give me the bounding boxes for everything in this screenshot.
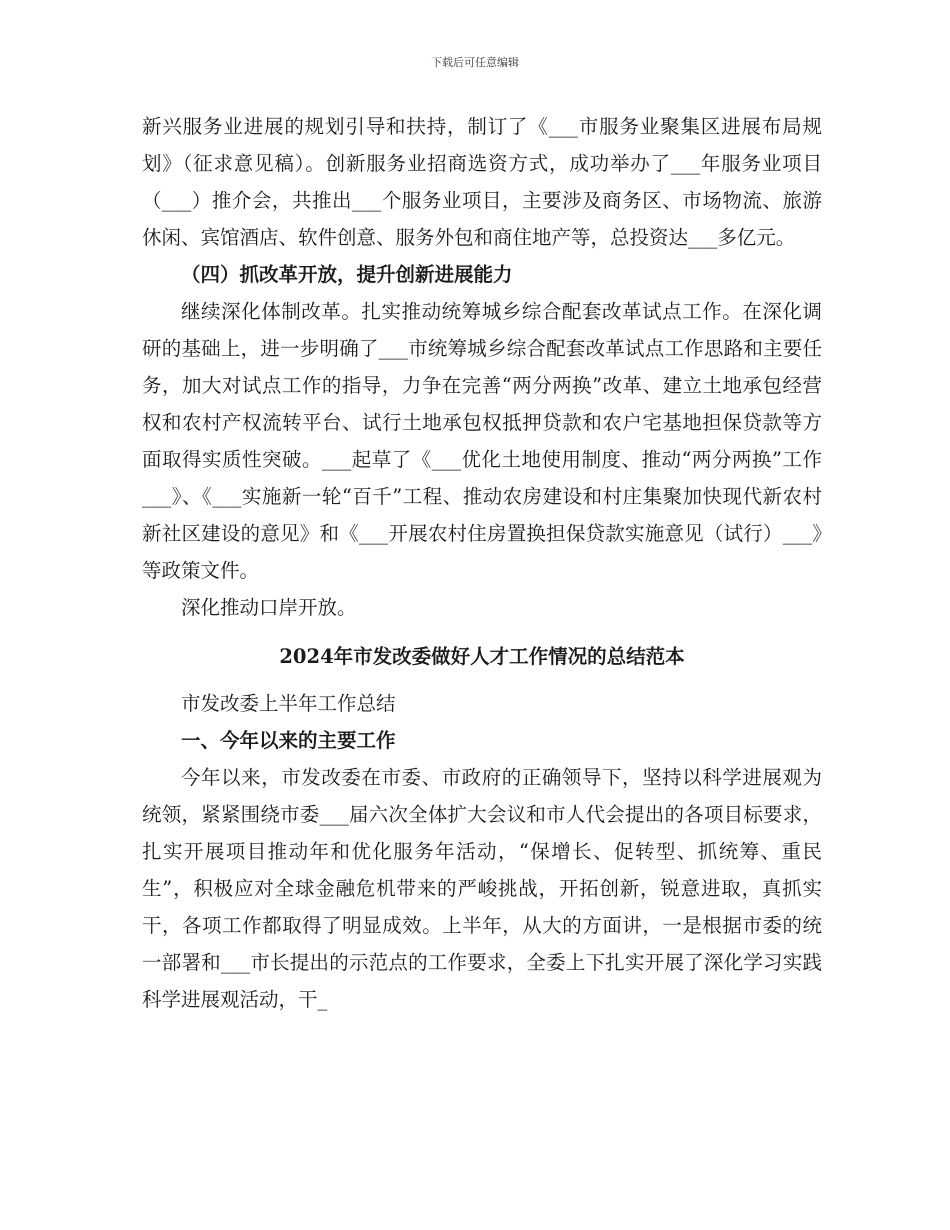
paragraph-continued: 新兴服务业进展的规划引导和扶持，制订了《___市服务业聚集区进展布局规划》（征求意见稿）。创新服务业招商选资方式，成功举办了___年服务业项目（___）推介会，共推出___个服务业项目，主要涉及商务区、市场物流、旅游休闲、宾馆酒店、软件创意、服务外包和商住地产等，总投资达___多亿元。	[142, 115, 822, 249]
page-header: 下载后可任意编辑	[431, 56, 519, 69]
paragraph-port: 深化推动口岸开放。	[181, 596, 357, 619]
paragraph-reform: 继续深化体制改革。扎实推动统筹城乡综合配套改革试点工作。在深化调研的基础上，进一步明确了___市统筹城乡综合配套改革试点工作思路和主要任务，加大对试点工作的指导，力争在完善“两分两换”改革、建立土地承包经营权和农村产权流转平台、试行土地承包权抵押贷款和农户宅基地担保贷款等方面取得实质性突破。___起草了《___优化土地使用制度、推动“两分两换”工作___》、《___实施新一轮“百千”工程、推动农房建设和村庄集聚加快现代新农村新社区建设的意见》和《___开展农村住房置换担保贷款实施意见（试行）___》等政策文件。	[142, 300, 822, 582]
document-body	[142, 108, 822, 1018]
section-heading-main-work: 一、今年以来的主要工作	[181, 729, 396, 752]
document-title: 2024年市发改委做好人才工作情况的总结范本	[279, 645, 685, 668]
paragraph-main-work: 今年以来，市发改委在市委、市政府的正确领导下，坚持以科学进展观为统领，紧紧围绕市委___届六次全体扩大会议和市人代会提出的各项目标要求，扎实开展项目推动年和优化服务年活动，“保增长、促转型、抓统筹、重民生”，积极应对全球金融危机带来的严峻挑战，开拓创新，锐意进取，真抓实干，各项工作都取得了明显成效。上半年，从大的方面讲，一是根据市委的统一部署和___市长提出的示范点的工作要求，全委上下扎实开展了深化学习实践科学进展观活动，干_	[142, 766, 822, 1011]
paragraph-summary-label: 市发改委上半年工作总结	[181, 692, 396, 715]
subheading-reform: （四）抓改革开放，提升创新进展能力	[181, 263, 513, 286]
